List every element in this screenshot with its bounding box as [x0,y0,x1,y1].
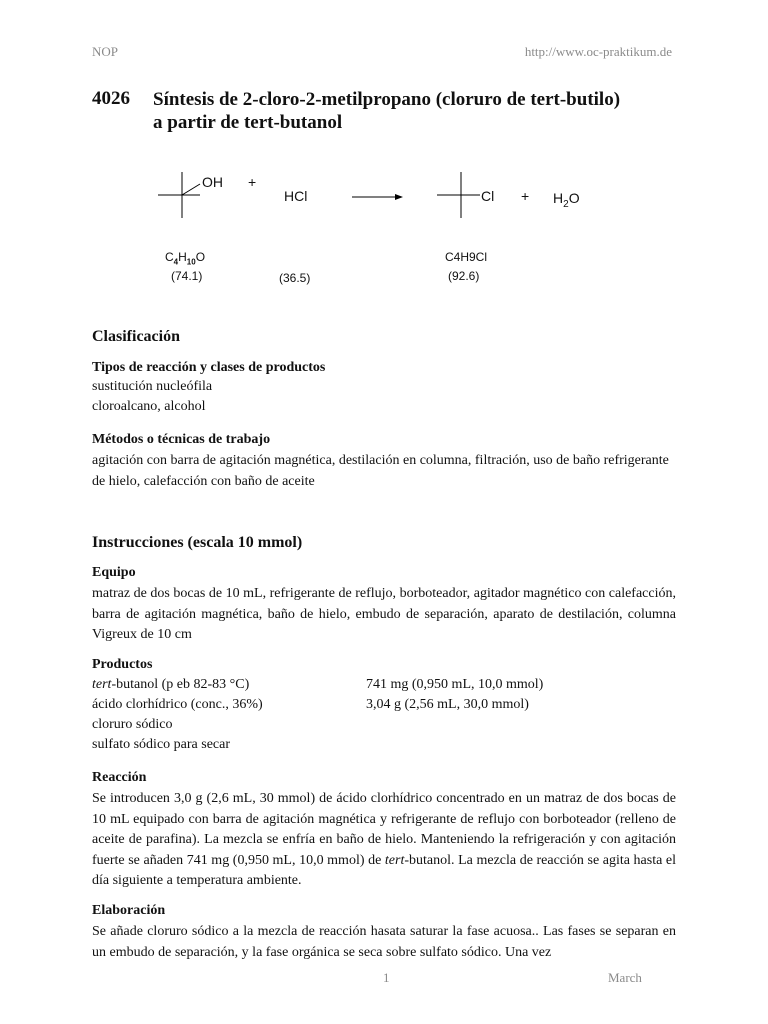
formula-c-sub: 4 [173,257,179,267]
header-left: NOP [92,44,119,59]
reaction-scheme [0,160,768,300]
product-row-2-name: ácido clorhídrico (conc., 36%) [92,697,263,712]
equipment-heading: Equipo [92,565,136,580]
plus-sign-2: + [521,188,530,204]
plus-sign-1: + [248,174,257,190]
workup-text: Se añade cloruro sódico a la mezcla de reacción hasata saturar la fase acuosa.. Las fases se separan en un embudo de separación, y la fase orgánica se seca sobre sulfato sódico. Una vez [92,924,676,960]
reaction-types-heading: Tipos de reacción y clases de productos [92,360,326,375]
product-1-rest: -butanol (p eb 82-83 °C) [111,677,250,692]
formula-h-sub: 10 [186,257,196,267]
product-1-italic: tert [92,677,112,692]
product-row-4-name: sulfato sódico para secar [92,737,230,752]
page-title [153,88,713,134]
formula-o: O [195,250,206,264]
reactant-mass: (74.1) [171,269,203,283]
reactant-bond-oh [182,184,200,195]
title-line-2: a partir de tert-butanol [153,112,343,133]
workup-heading: Elaboración [92,903,166,918]
product-mass: (92.6) [448,269,480,283]
hcl-mass: (36.5) [279,271,311,285]
footer-author: March [608,970,642,985]
reactant-formula [165,250,205,266]
product-row-1-amount: 741 mg (0,950 mL, 10,0 mmol) [366,677,544,692]
page-number: 1 [383,970,390,985]
reaction-heading: Reacción [92,770,147,785]
reaction-type: sustitución nucleófila [92,379,213,394]
formula-c: C [165,250,174,264]
oh-group: OH [202,174,223,190]
instructions-heading: Instrucciones (escala 10 mmol) [92,534,303,551]
product-row-1-name [92,677,249,693]
title-line-1: Síntesis de 2-cloro-2-metilpropano (cloruro de tert-butilo) [153,89,621,110]
classification-heading: Clasificación [92,328,180,345]
reaction-arrow-head [395,194,403,200]
formula-h: H [178,250,187,264]
product-row-3-name: cloruro sódico [92,717,173,732]
product-classes: cloroalcano, alcohol [92,399,206,414]
methods-heading: Métodos o técnicas de trabajo [92,432,271,447]
header-url: http://www.oc-praktikum.de [524,44,672,59]
water-formula [553,190,580,210]
cl-group: Cl [481,188,495,204]
product-formula: C4H9Cl [445,250,488,264]
methods-text: agitación con barra de agitación magnética, destilación en columna, filtración, uso de baño refrigerante de hielo, calefacción con baño de aceite [92,453,669,489]
reaction-text-part-1: Se introducen 3,0 g (2,6 mL, 30 mmol) de ácido clorhídrico concentrado en un matraz de dos bocas de 10 mL equipado con barra de agitación magnética y refrigerante de reflujo con borboteador (relleno de aceite de parafina). La mezcla se enfría en baño de hielo. Manteniendo la refrigeración y con agitación fuerte se añaden 741 mg (0,950 mL, 10,0 mmol) de [92,791,676,868]
water-subscript: 2 [563,198,569,210]
water-o: O [568,190,580,206]
reaction-text-part-2: -butanol. La mezcla de reacción se agita hasta el día siguiente a temperatura ambiente. [92,852,677,888]
products-heading: Productos [92,657,153,672]
reaction-text [92,789,676,892]
reaction-text-italic: tert [384,852,405,868]
water-h: H [553,190,564,206]
scheme-drawing [0,160,768,300]
product-row-2-amount: 3,04 g (2,56 mL, 30,0 mmol) [366,697,529,712]
experiment-number: 4026 [92,88,130,109]
equipment-text: matraz de dos bocas de 10 mL, refrigerante de reflujo, borboteador, agitador magnético con calefacción, barra de agitación magnética, baño de hielo, embudo de separación, aparato de destilación, columna Vigreux de 10 cm [92,586,676,642]
hcl-label: HCl [284,188,308,204]
